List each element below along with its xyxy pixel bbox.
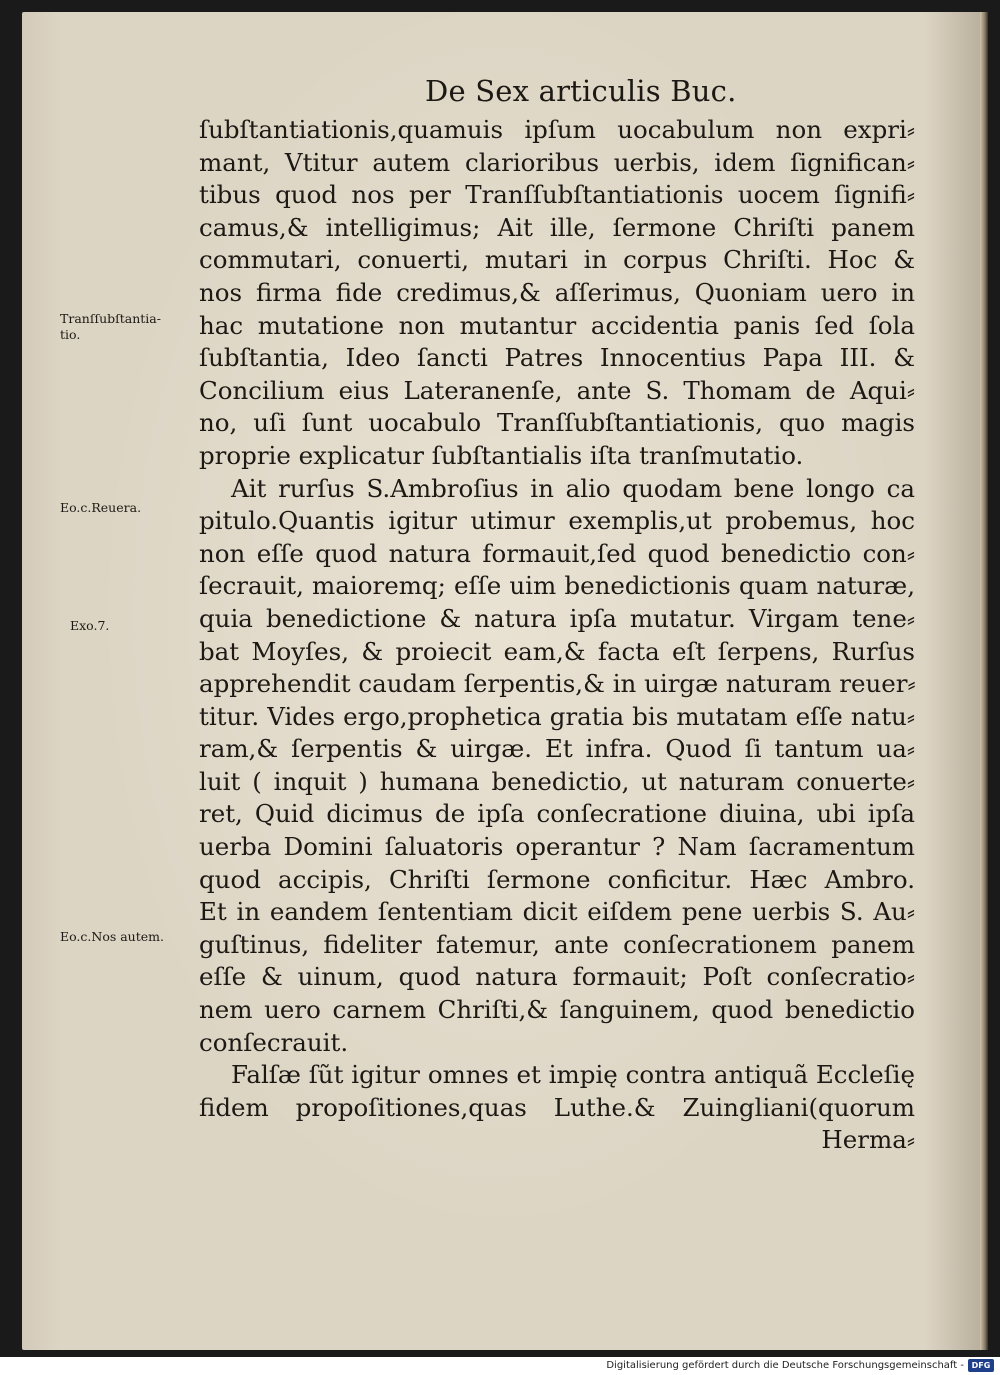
text-line: ſecrauit, maioremq; eſſe uim benedictionis quam naturæ,: [199, 571, 915, 601]
running-head: De Sex articulis Buc.: [425, 74, 737, 108]
body-text: [199, 114, 915, 1157]
text-line: quia benedictione & natura ipſa mutatur. Virgam tene⸗: [199, 603, 915, 633]
text-line: apprehendit caudam ſerpentis,& in uirgæ naturam reuer⸗: [199, 669, 916, 699]
text-line: Falſæ ſũt igitur omnes et impię contra antiquã Eccleſię: [231, 1060, 915, 1090]
text-line: Et in eandem ſententiam dicit eiſdem pene uerbis S. Au⸗: [199, 897, 915, 927]
margin-note-nos-autem: Eo.c.Nos autem.: [60, 929, 164, 944]
margin-note-exodus: Exo.7.: [70, 618, 110, 633]
text-line: commutari, conuerti, mutari in corpus Chriſti. Hoc &: [199, 245, 915, 275]
text-line: no, uſi ſunt uocabulo Tranſſubſtantiationis, quo magis: [199, 408, 915, 438]
margin-note-line: tio.: [60, 327, 81, 342]
text-line: Ait rurſus S.Ambroſius in alio quodam bene longo ca: [231, 473, 915, 503]
text-line: pitulo.Quantis igitur utimur exemplis,ut probemus, hoc: [199, 506, 915, 536]
text-line: tibus quod nos per Tranſſubſtantiationis uocem ſignifi⸗: [199, 180, 915, 210]
text-line: quod accipis, Chriſti ſermone conficitur. Hæc Ambro.: [199, 864, 915, 894]
margin-note-transsubstantiatio: [60, 311, 161, 343]
text-line: ret, Quid dicimus de ipſa conſecratione diuina, ubi ipſa: [199, 799, 915, 829]
text-line: uerba Domini ſaluatoris operantur ? Nam ſacramentum: [199, 832, 915, 862]
text-line: ram,& ſerpentis & uirgæ. Et infra. Quod ſi tantum ua⸗: [199, 734, 915, 764]
text-line: conſecrauit.: [199, 1027, 349, 1057]
text-line: ſubſtantia, Ideo ſancti Patres Innocentius Papa III. &: [199, 343, 915, 373]
text-line: non eſſe quod natura formauit,ſed quod benedictio con⸗: [199, 538, 915, 568]
text-line: guſtinus, fideliter fatemur, ante conſecrationem panem: [199, 929, 915, 959]
text-line: ſubſtantiationis,quamuis ipſum uocabulum non expri⸗: [199, 115, 915, 144]
text-line: camus,& intelligimus; Ait ille, ſermone Chriſti panem: [199, 212, 915, 242]
margin-note-line: Tranſſubſtantia-: [60, 311, 161, 326]
page-edge: [980, 12, 988, 1350]
text-line: mant, Vtitur autem clarioribus uerbis, idem ſignifican⸗: [199, 147, 915, 177]
text-line: luit ( inquit ) humana benedictio, ut naturam conuerte⸗: [199, 766, 915, 796]
text-line: titur. Vides ergo,prophetica gratia bis mutatam eſſe natu⸗: [199, 701, 915, 731]
catchword: Herma⸗: [821, 1125, 915, 1155]
text-line: nos firma fide credimus,& aſſerimus, Quoniam uero in: [199, 277, 915, 307]
text-line: hac mutatione non mutantur accidentia panis ſed ſola: [199, 310, 915, 340]
dfg-logo: DFG: [968, 1359, 994, 1372]
text-line: Concilium eius Lateranenſe, ante S. Thomam de Aqui⸗: [199, 375, 915, 405]
funding-credit: Digitalisierung gefördert durch die Deutsche Forschungsgemeinschaft -: [606, 1360, 964, 1371]
text-line: nem uero carnem Chriſti,& ſanguinem, quod benedictio: [199, 995, 915, 1025]
margin-note-reuera: Eo.c.Reuera.: [60, 500, 142, 515]
text-line: proprie explicatur ſubſtantialis iſta tranſmutatio.: [199, 440, 804, 470]
text-line: fidem propoſitiones,quas Luthe.& Zuingliani(quorum: [199, 1092, 915, 1122]
text-line: eſſe & uinum, quod natura formauit; Poſt conſecratio⸗: [199, 962, 915, 992]
text-line: bat Moyſes, & proiecit eam,& facta eſt ſerpens, Rurſus: [199, 636, 915, 666]
